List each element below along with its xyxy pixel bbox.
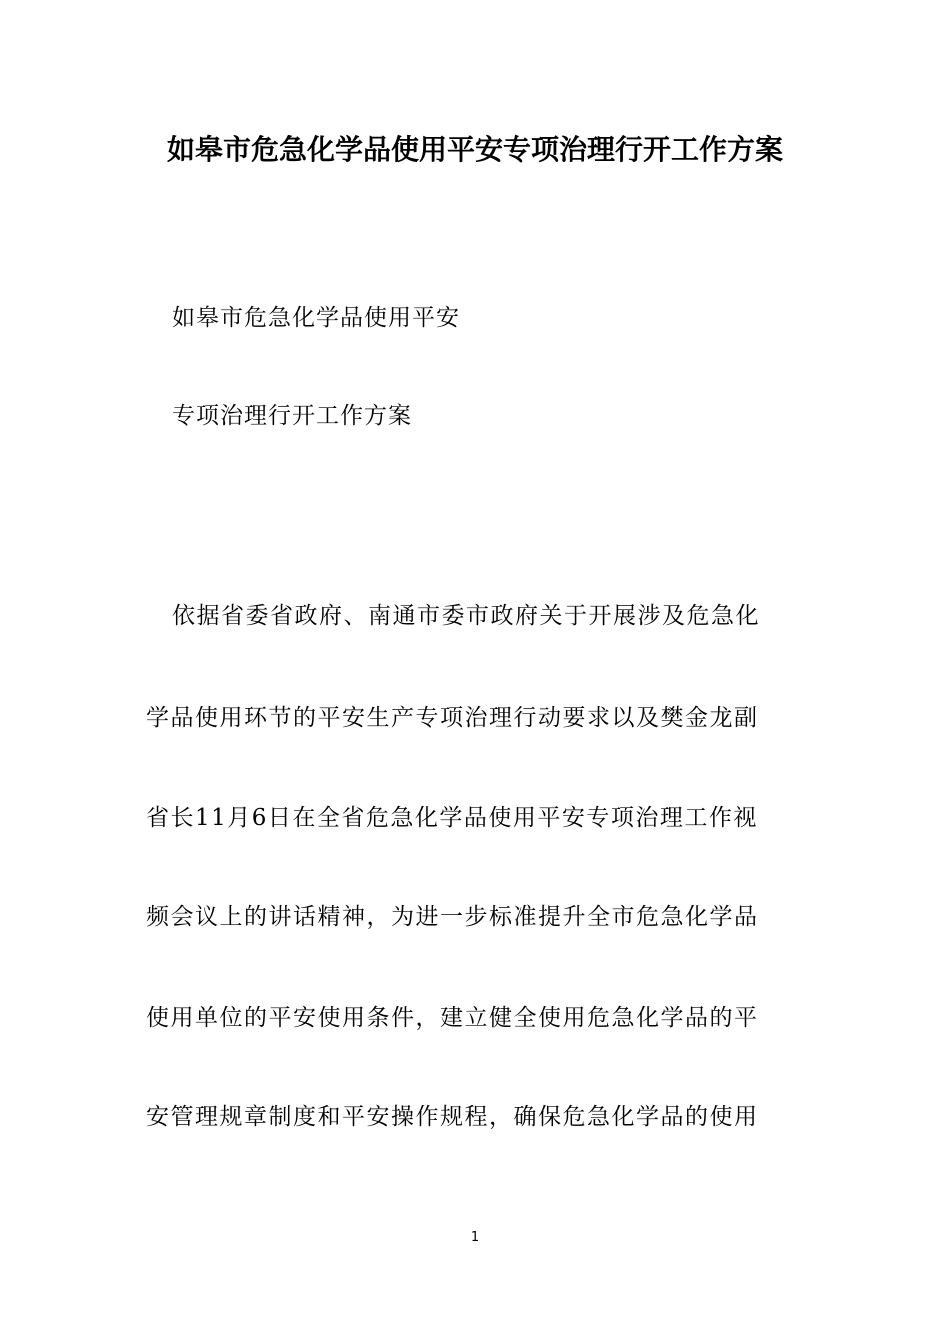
body-paragraph-line-4: 频会议上的讲话精神，为进一步标准提升全市危急化学品 <box>146 904 759 930</box>
page-number: 1 <box>470 1230 480 1245</box>
body-paragraph-line-2: 学品使用环节的平安生产专项治理行动要求以及樊金龙副 <box>146 705 759 731</box>
subtitle-line-2: 专项治理行开工作方案 <box>172 403 412 429</box>
subtitle-line-1: 如皋市危急化学品使用平安 <box>172 305 460 331</box>
body-paragraph-line-3: 省长11月6日在全省危急化学品使用平安专项治理工作视 <box>146 805 758 831</box>
body-paragraph-line-1: 依据省委省政府、南通市委市政府关于开展涉及危急化 <box>172 603 760 629</box>
document-title: 如皋市危急化学品使用平安专项治理行开工作方案 <box>166 133 783 166</box>
body-paragraph-line-6: 安管理规章制度和平安操作规程，确保危急化学品的使用 <box>146 1104 759 1130</box>
body-paragraph-line-5: 使用单位的平安使用条件，建立健全使用危急化学品的平 <box>146 1005 759 1031</box>
